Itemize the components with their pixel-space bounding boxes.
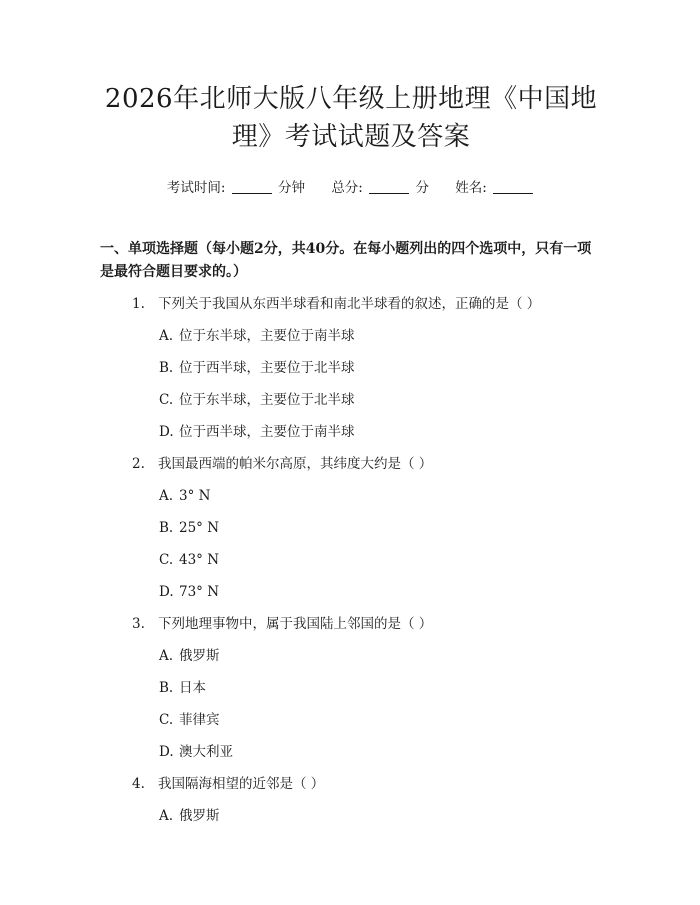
question-number: 4. [132,776,145,792]
option-text: 位于东半球，主要位于北半球 [179,392,355,408]
question-1 [100,292,602,444]
question-4 [100,772,602,828]
option-a [159,644,602,668]
option-d [159,420,602,444]
option-text: 73° N [179,584,220,600]
option-c [159,708,602,732]
option-letter: D. [159,424,174,440]
option-letter: D. [159,744,174,760]
student-name-field [455,178,535,198]
option-text: 俄罗斯 [179,648,220,664]
option-text: 3° N [179,488,211,504]
option-letter: A. [159,808,174,824]
option-a [159,804,602,828]
option-text: 菲律宾 [179,712,220,728]
option-letter: C. [159,392,174,408]
option-list [100,644,602,764]
question-stem [100,452,602,476]
question-number: 1. [132,296,145,312]
option-letter: C. [159,712,174,728]
option-letter: A. [159,488,174,504]
option-text: 日本 [179,680,206,696]
question-text: 下列地理事物中，属于我国陆上邻国的是（ ） [158,616,433,632]
option-b [159,676,602,700]
question-stem [100,292,602,316]
question-stem [100,612,602,636]
option-letter: A. [159,328,174,344]
option-c [159,388,602,412]
option-letter: A. [159,648,174,664]
option-b [159,516,602,540]
option-text: 位于西半球，主要位于南半球 [179,424,355,440]
option-b [159,356,602,380]
option-letter: B. [159,680,174,696]
question-text: 我国最西端的帕米尔高原，其纬度大约是（ ） [158,456,433,472]
option-c [159,548,602,572]
exam-time-field [167,178,305,198]
question-text: 下列关于我国从东西半球看和南北半球看的叙述，正确的是（ ） [158,296,541,312]
question-text: 我国隔海相望的近邻是（ ） [158,776,325,792]
option-d [159,740,602,764]
option-a [159,484,602,508]
option-letter: B. [159,360,174,376]
option-text: 43° N [179,552,220,568]
option-letter: B. [159,520,174,536]
option-list [100,804,602,828]
option-letter: D. [159,584,174,600]
exam-time-unit: 分钟 [278,180,306,196]
page-title: 2026年北师大版八年级上册地理《中国地理》考试试题及答案 [104,84,598,152]
exam-time-label: 考试时间: [166,180,226,196]
question-number: 3. [132,616,145,632]
student-name-blank [493,179,533,194]
option-a [159,324,602,348]
question-3 [100,612,602,764]
option-text: 澳大利亚 [179,744,233,760]
exam-info-line [100,178,602,198]
total-score-unit: 分 [415,180,429,196]
total-score-field [331,178,429,198]
option-d [159,580,602,604]
option-letter: C. [159,552,174,568]
section-heading: 一、单项选择题（每小题2分，共40分。在每小题列出的四个选项中，只有一项是最符合题目要求的。） [100,241,592,280]
question-stem [100,772,602,796]
option-text: 25° N [179,520,220,536]
option-text: 俄罗斯 [179,808,220,824]
question-2 [100,452,602,604]
question-number: 2. [132,456,145,472]
total-score-blank [369,179,409,194]
option-list [100,484,602,604]
option-list [100,324,602,444]
option-text: 位于西半球，主要位于北半球 [179,360,355,376]
total-score-label: 总分: [331,180,363,196]
student-name-label: 姓名: [455,180,487,196]
exam-time-blank [232,179,272,194]
option-text: 位于东半球，主要位于南半球 [179,328,355,344]
